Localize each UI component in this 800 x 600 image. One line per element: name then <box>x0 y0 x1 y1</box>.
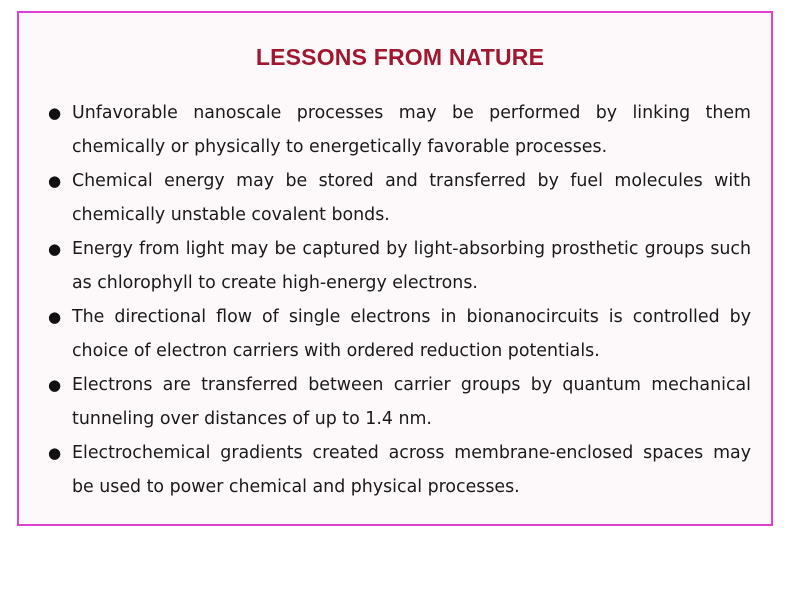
list-item-text: The directional flow of single electrons in bionanocircuits is controlled by choice of electron carriers with ordered reduction potentials. <box>72 307 751 361</box>
list-item-text: Energy from light may be captured by light-absorbing prosthetic groups such as chlorophyll to create high-energy electrons. <box>72 239 751 293</box>
list-item-text: Electrons are transferred between carrier groups by quantum mechanical tunneling over distances of up to 1.4 nm. <box>72 375 751 429</box>
list-item <box>46 300 751 368</box>
list-item <box>46 368 751 436</box>
bullet-dot-icon: ● <box>48 444 62 462</box>
list-item-text: Electrochemical gradients created across membrane-enclosed spaces may be used to power chemical and physical processes. <box>72 443 751 497</box>
list-item-text: Chemical energy may be stored and transferred by fuel molecules with chemically unstable covalent bonds. <box>72 171 751 225</box>
list-item-text: Unfavorable nanoscale processes may be performed by linking them chemically or physically to energetically favorable processes. <box>72 103 751 157</box>
bullet-dot-icon: ● <box>48 240 62 258</box>
bullet-dot-icon: ● <box>48 172 62 190</box>
list-item <box>46 232 751 300</box>
bullet-list <box>46 96 751 504</box>
bullet-dot-icon: ● <box>48 104 62 122</box>
bullet-dot-icon: ● <box>48 376 62 394</box>
slide-title: LESSONS FROM NATURE <box>255 44 545 70</box>
list-item <box>46 436 751 504</box>
list-item <box>46 164 751 232</box>
list-item <box>46 96 751 164</box>
bullet-dot-icon: ● <box>48 308 62 326</box>
